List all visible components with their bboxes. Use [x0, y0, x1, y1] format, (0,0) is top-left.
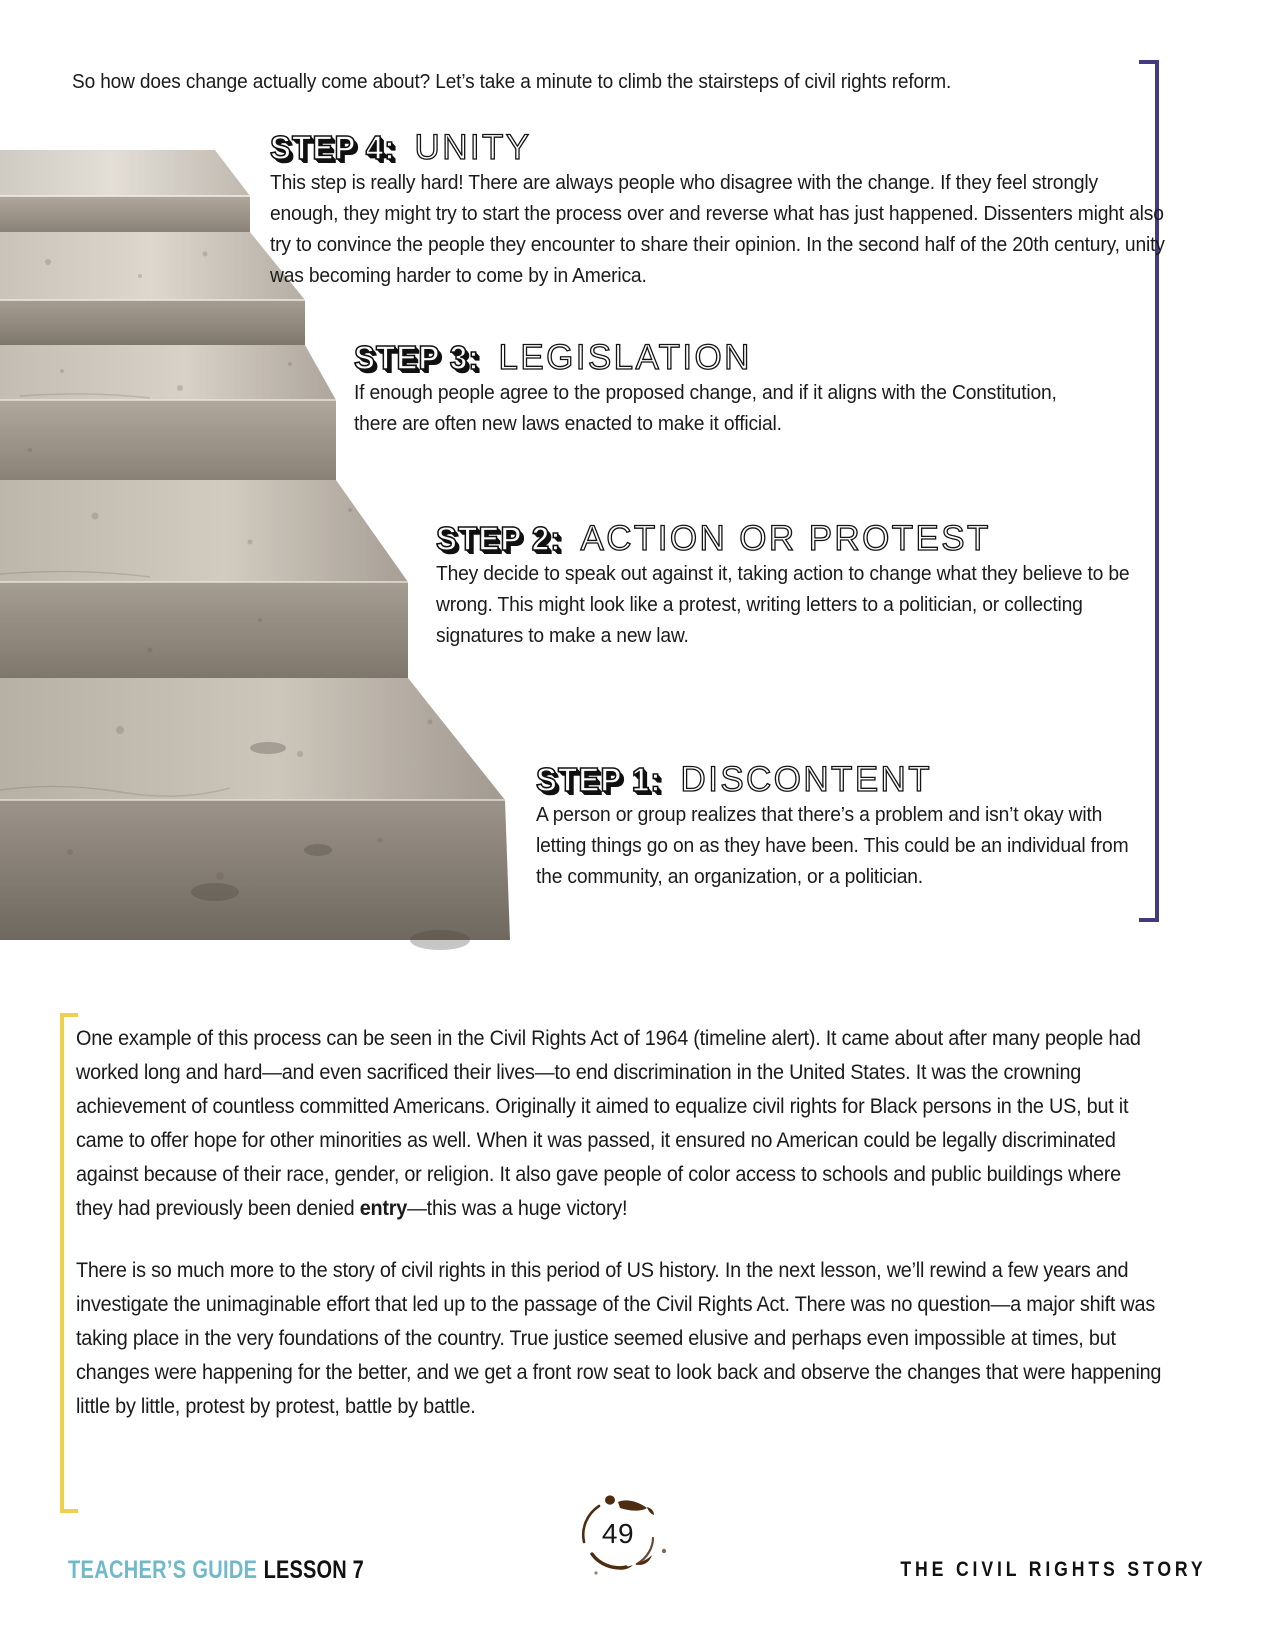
page-footer [0, 1556, 1275, 1616]
closing-paragraph-1 [76, 1022, 1163, 1226]
step-3-title: LEGISLATION [498, 338, 752, 377]
step-3-heading [354, 340, 1174, 375]
teachers-guide-label: TEACHER’S GUIDE [68, 1556, 258, 1584]
step-block-4 [270, 130, 1170, 291]
closing-p1-text-after: —this was a huge victory! [407, 1197, 628, 1220]
intro-paragraph: So how does change actually come about? Let’s take a minute to climb the stairsteps of civil rights reform. [72, 70, 952, 93]
step-3-number: STEP 3: [354, 339, 480, 376]
step-block-2 [436, 521, 1176, 651]
footer-left-label [68, 1556, 364, 1585]
step-4-body: This step is really hard! There are always people who disagree with the change. If they feel strongly enough, they might try to start the process over and reverse what has just happened. Dissenters might also try to convince the people they encounter to share their opinion. In the second half of the 20th century, unity was becoming harder to come by in America. [270, 171, 1165, 287]
step-1-body: A person or group realizes that there’s a problem and isn’t okay with letting things go on as they have been. This could be an individual from the community, an organization, or a politician. [536, 803, 1129, 888]
step-4-heading [270, 130, 1170, 165]
step-4-number: STEP 4: [270, 129, 396, 166]
step-2-title: ACTION OR PROTEST [580, 519, 991, 558]
step-2-body: They decide to speak out against it, taking action to change what they believe to be wrong. This might look like a protest, writing letters to a politician, or collecting signatures to make a new law. [436, 562, 1130, 647]
step-1-number: STEP 1: [536, 761, 662, 798]
step-1-title: DISCONTENT [680, 760, 933, 799]
page-number-text: 49 [601, 1518, 635, 1549]
closing-p1-text-before: One example of this process can be seen in the Civil Rights Act of 1964 (timeline alert). It came about after many people had worked long and hard—and even sacrificed their lives—to end discrimination in the United States. It was the crowning achievement of countless committed Americans. Originally it aimed to equalize civil rights for Black persons in the US, but it came to offer hope for other minorities as well. When it was passed, it ensured no American could be legally discriminated against because of their race, gender, or religion. It also gave people of color access to schools and public buildings where they had previously been denied [76, 1027, 1141, 1220]
closing-paragraph-2: There is so much more to the story of civil rights in this period of US history. In the next lesson, we’ll rewind a few years and investigate the unimaginable effort that led up to the passage of the Civil Rights Act. There was no question—a major shift was taking place in the very foundations of the country. True justice seemed elusive and perhaps even impossible at times, but changes were happening for the better, and we get a front row seat to look back and observe the changes that were happening little by little, protest by protest, battle by battle. [76, 1259, 1162, 1418]
closing-p1-bold-word: entry [359, 1197, 408, 1220]
lesson-label: LESSON 7 [263, 1556, 364, 1584]
step-block-3 [354, 340, 1174, 439]
closing-paragraphs [76, 1022, 1166, 1452]
step-2-heading [436, 521, 1176, 556]
step-2-number: STEP 2: [436, 520, 562, 557]
step-3-body: If enough people agree to the proposed change, and if it aligns with the Constitution, there are often new laws enacted to make it official. [354, 381, 1057, 435]
step-block-1 [536, 762, 1176, 892]
book-title-label: THE CIVIL RIGHTS STORY [900, 1558, 1207, 1581]
step-1-heading [536, 762, 1176, 797]
step-4-title: UNITY [414, 128, 532, 167]
